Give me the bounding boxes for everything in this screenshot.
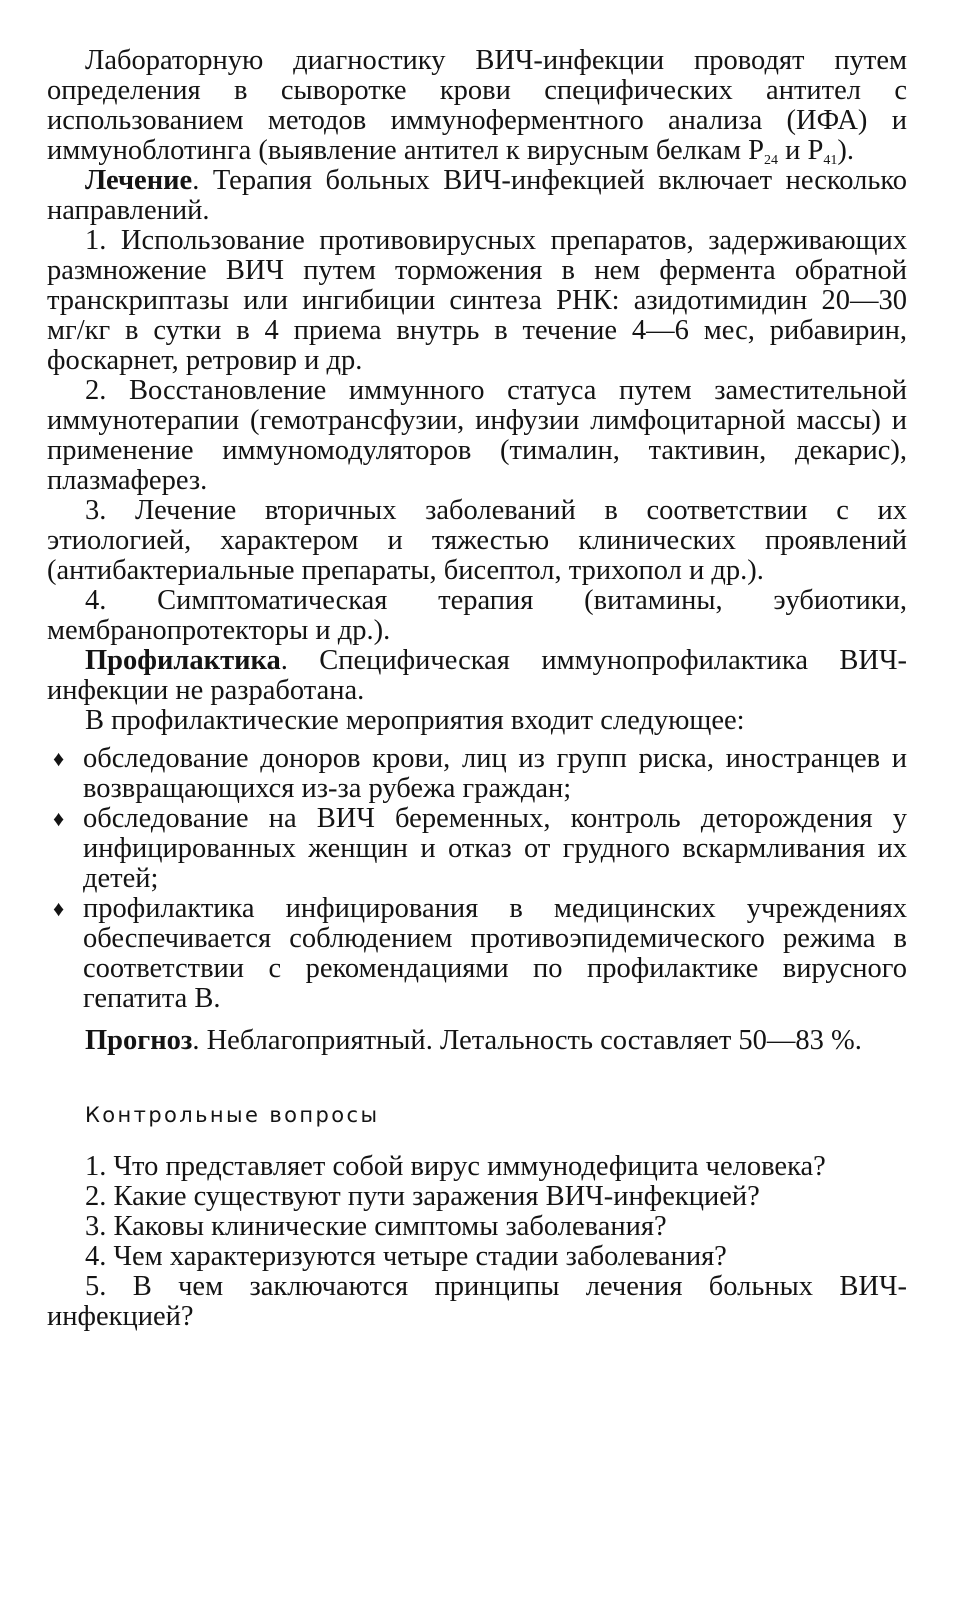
document-page xyxy=(47,46,907,1332)
intro-text-c: ). xyxy=(837,135,854,166)
question-item-5: 5. В чем заключаются принципы лечения больных ВИЧ-инфекцией? xyxy=(47,1271,907,1332)
diamond-bullet-icon: ♦ xyxy=(53,806,65,831)
treatment-item-1: 1. Использование противовирусных препаратов, задерживающих размножение ВИЧ путем торможения в нем фермента обратной транскриптазы или ингибиции синтеза РНК: азидотимидин 20—30 мг/кг в сутки в 4 приема внутрь в течение 4—6 мес, рибавирин, фоскарнет, ретровир и др. xyxy=(47,225,907,376)
list-item xyxy=(47,804,907,894)
spacer xyxy=(47,1130,907,1152)
prognosis-heading: Прогноз xyxy=(85,1025,193,1056)
prevention-text: . Специфическая иммунопрофилактика ВИЧ-инфекции не разработана. xyxy=(47,645,907,706)
intro-subscript-24: 24 xyxy=(763,153,778,168)
prevention-bullet-text-3: профилактика инфицирования в медицинских учреждениях обеспечивается соблюдением противоэпидемического режима в соответствии с рекомендациями по профилактике вирусного гепатита В. xyxy=(83,893,907,1014)
prevention-paragraph xyxy=(47,646,907,706)
questions-list xyxy=(47,1152,907,1332)
treatment-text: . Терапия больных ВИЧ-инфекцией включает несколько направлений. xyxy=(47,165,907,226)
prognosis-text: . Неблагоприятный. Летальность составляет 50—83 %. xyxy=(192,1025,862,1056)
intro-subscript-41: 41 xyxy=(823,153,838,168)
treatment-paragraph xyxy=(47,166,907,226)
intro-paragraph xyxy=(47,46,907,166)
prevention-heading: Профилактика xyxy=(85,645,281,676)
questions-title: Контрольные вопросы xyxy=(85,1103,380,1127)
treatment-item-2: 2. Восстановление иммунного статуса путем заместительной иммунотерапии (гемотрансфузии, инфузии лимфоцитарной массы) и применение иммуномодуляторов (тималин, тактивин, декарис), плазмаферез. xyxy=(47,375,907,496)
diamond-bullet-icon: ♦ xyxy=(53,746,65,771)
intro-text-a: Лабораторную диагностику ВИЧ-инфекции проводят путем определения в сыворотке крови специфических антител с использованием методов иммуноферментного анализа (ИФА) и иммуноблотинга (выявление антител к вирусным белкам P xyxy=(47,45,907,166)
question-item-4: 4. Чем характеризуются четыре стадии заболевания? xyxy=(85,1241,727,1272)
question-item-3: 3. Каковы клинические симптомы заболевания? xyxy=(85,1211,667,1242)
treatment-heading: Лечение xyxy=(85,165,193,196)
list-item xyxy=(47,744,907,804)
prognosis-paragraph xyxy=(47,1026,907,1056)
prevention-bullet-text-1: обследование доноров крови, лиц из групп риска, иностранцев и возвращающихся из-за рубежа граждан; xyxy=(83,743,907,804)
prevention-bullet-list xyxy=(47,744,907,1014)
prevention-bullet-text-2: обследование на ВИЧ беременных, контроль деторождения у инфицированных женщин и отказ от грудного вскармливания их детей; xyxy=(83,803,907,894)
diamond-bullet-icon: ♦ xyxy=(53,896,65,921)
treatment-item-4: 4. Симптоматическая терапия (витамины, эубиотики, мембранопротекторы и др.). xyxy=(47,585,907,646)
list-item xyxy=(47,894,907,1014)
question-item-1: 1. Что представляет собой вирус иммунодефицита человека? xyxy=(85,1151,826,1182)
treatment-item-3: 3. Лечение вторичных заболеваний в соответствии с их этиологией, характером и тяжестью клинических проявлений (антибактериальные препараты, бисептол, трихопол и др.). xyxy=(47,495,907,586)
spacer xyxy=(47,1056,907,1078)
spacer xyxy=(47,1078,907,1100)
prevention-intro: В профилактические мероприятия входит следующее: xyxy=(85,705,745,736)
intro-text-b: и P xyxy=(777,135,824,166)
question-item-2: 2. Какие существуют пути заражения ВИЧ-инфекцией? xyxy=(85,1181,760,1212)
